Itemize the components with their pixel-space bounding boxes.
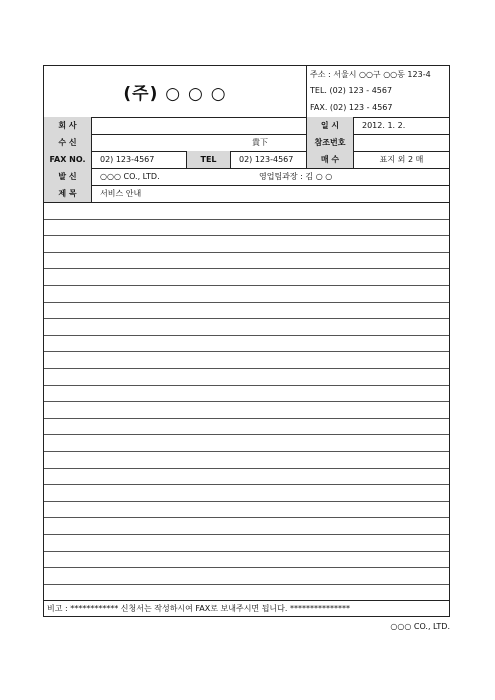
- ruled-line: [44, 468, 449, 469]
- fax-label: FAX NO.: [44, 151, 91, 168]
- company-name: (주) ○ ○ ○: [123, 84, 227, 104]
- subject-label: 제 목: [44, 185, 91, 202]
- ruled-line: [44, 285, 449, 286]
- ruled-line: [44, 451, 449, 452]
- address-text: 주소 : 서울시 ○○구 ○○동 123-4: [310, 70, 431, 79]
- pages-label: 매 수: [306, 151, 353, 168]
- recipient-field[interactable]: 貴下: [91, 134, 306, 151]
- ref-label: 참조번호: [306, 134, 353, 151]
- date-field[interactable]: 2012. 1. 2.: [353, 117, 449, 134]
- ruled-line: [44, 484, 449, 485]
- remarks-text: 비고 : ************ 신청서는 작성하시여 FAX로 보내주시면 됩니다. ***************: [47, 604, 350, 613]
- ruled-line: [44, 219, 449, 220]
- company-label: 회 사: [44, 117, 91, 134]
- subject-row: [44, 185, 449, 203]
- footer-company: ○○○ CO., LTD.: [390, 622, 450, 631]
- form-header: [44, 66, 449, 118]
- ruled-line: [44, 302, 449, 303]
- fax-cover-form: [43, 65, 450, 617]
- fax-row: [44, 151, 449, 169]
- date-label: 일 시: [306, 117, 353, 134]
- sender-row: [44, 168, 449, 186]
- ruled-line: [44, 335, 449, 336]
- ruled-line: [44, 401, 449, 402]
- ruled-line: [44, 501, 449, 502]
- ruled-line: [44, 517, 449, 518]
- ruled-line: [44, 318, 449, 319]
- ruled-line: [44, 235, 449, 236]
- tel-text: TEL. (02) 123 - 4567: [310, 86, 393, 95]
- sender-person[interactable]: 영업팀과장 : 김 ○ ○: [259, 172, 333, 181]
- ruled-line: [44, 534, 449, 535]
- company-row: [44, 117, 449, 135]
- sender-field[interactable]: ○○○ CO., LTD.: [91, 168, 251, 185]
- ruled-line: [44, 567, 449, 568]
- ruled-line: [44, 584, 449, 585]
- ruled-line: [44, 434, 449, 435]
- ruled-line: [44, 385, 449, 386]
- ruled-line: [44, 252, 449, 253]
- recipient-row: [44, 134, 449, 152]
- ruled-line: [44, 268, 449, 269]
- ruled-line: [44, 418, 449, 419]
- pages-field[interactable]: 표지 외 2 매: [353, 151, 449, 168]
- company-field[interactable]: [91, 117, 306, 134]
- tel-field[interactable]: 02) 123-4567: [230, 151, 306, 168]
- contact-block: [306, 66, 450, 117]
- recipient-label: 수 신: [44, 134, 91, 151]
- fax-field[interactable]: 02) 123-4567: [91, 151, 186, 168]
- fax-text: FAX. (02) 123 - 4567: [310, 103, 393, 112]
- ruled-line: [44, 351, 449, 352]
- subject-field[interactable]: 서비스 안내: [91, 185, 449, 202]
- ruled-line: [44, 368, 449, 369]
- ref-field[interactable]: [353, 134, 449, 151]
- sender-label: 발 신: [44, 168, 91, 185]
- tel-label: TEL: [186, 151, 230, 168]
- ruled-line: [44, 551, 449, 552]
